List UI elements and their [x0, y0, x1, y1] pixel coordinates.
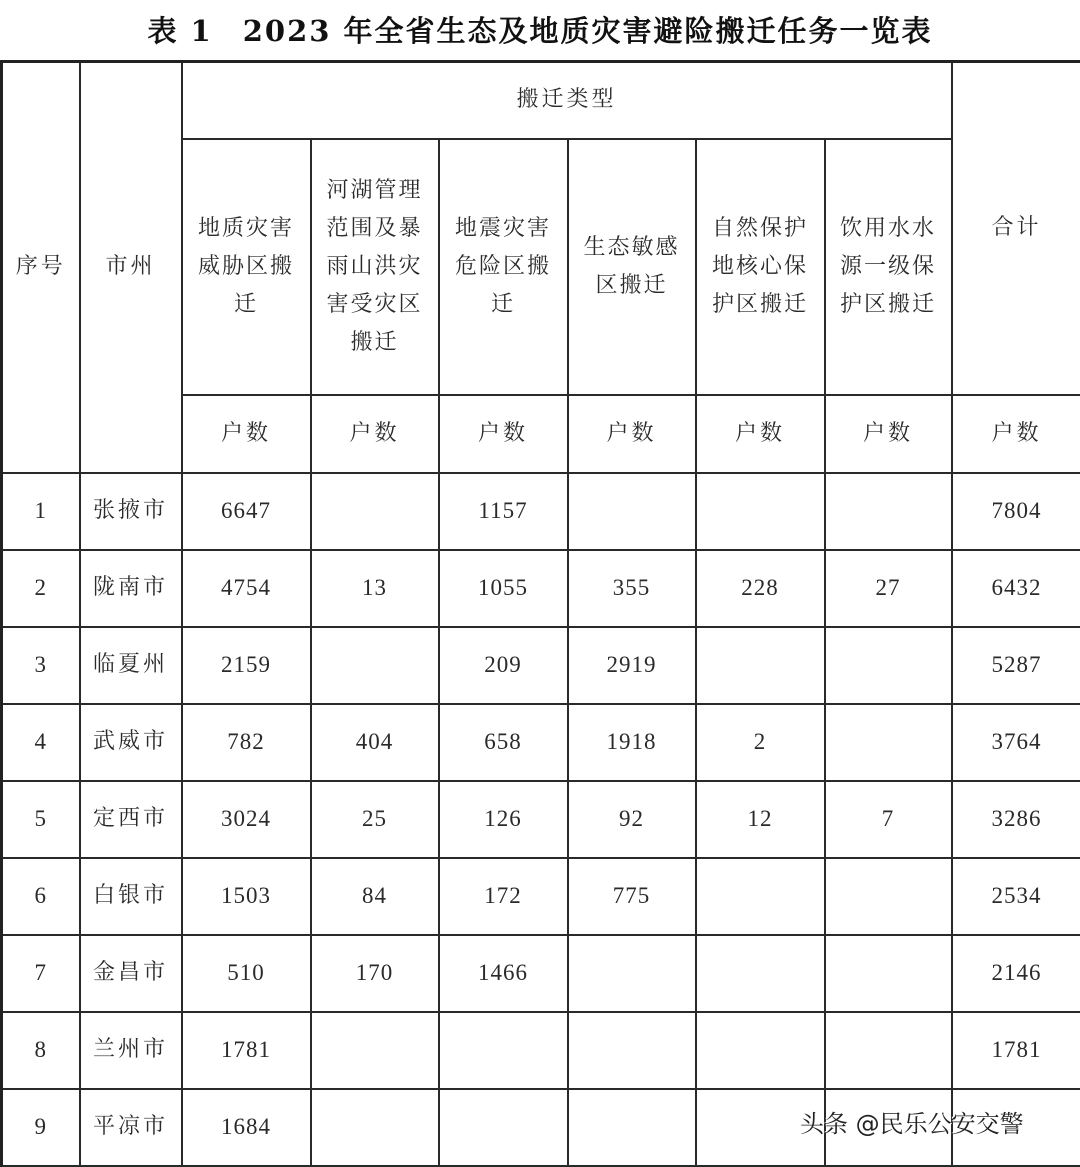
cell-value: 1503 — [182, 858, 311, 935]
cell-city: 临夏州 — [80, 627, 182, 704]
cell-value — [568, 473, 696, 550]
table-row — [2, 704, 1080, 781]
cell-city: 张掖市 — [80, 473, 182, 550]
cell-city: 武威市 — [80, 704, 182, 781]
cell-value: 3024 — [182, 781, 311, 858]
cell-value: 658 — [439, 704, 568, 781]
cell-total: 3286 — [952, 781, 1080, 858]
cell-value — [311, 1089, 439, 1166]
cell-value: 1684 — [182, 1089, 311, 1166]
cell-value: 355 — [568, 550, 696, 627]
cell-total: 1781 — [952, 1012, 1080, 1089]
cell-seq: 5 — [2, 781, 80, 858]
cell-total: 2146 — [952, 935, 1080, 1012]
header-unit: 户数 — [825, 395, 952, 473]
cell-value — [825, 473, 952, 550]
header-unit: 户数 — [311, 395, 439, 473]
cell-value: 92 — [568, 781, 696, 858]
cell-seq: 6 — [2, 858, 80, 935]
table-title-text: 2023 年全省生态及地质灾害避险搬迁任务一览表 — [243, 9, 933, 50]
cell-value — [825, 627, 952, 704]
table-row — [2, 473, 1080, 550]
cell-value — [696, 858, 825, 935]
cell-value: 27 — [825, 550, 952, 627]
cell-value: 404 — [311, 704, 439, 781]
header-type-earthquake: 地震灾害危险区搬迁 — [439, 139, 568, 395]
cell-value — [439, 1012, 568, 1089]
cell-value — [825, 704, 952, 781]
header-relocation-type-group: 搬迁类型 — [182, 62, 952, 139]
cell-value: 12 — [696, 781, 825, 858]
cell-value: 2919 — [568, 627, 696, 704]
header-total: 合计 — [952, 62, 1080, 395]
cell-value — [568, 935, 696, 1012]
cell-value: 25 — [311, 781, 439, 858]
cell-value — [825, 858, 952, 935]
table-number: 表 1 — [147, 9, 212, 50]
cell-value: 1055 — [439, 550, 568, 627]
table-row — [2, 781, 1080, 858]
header-unit: 户数 — [182, 395, 311, 473]
header-unit: 户数 — [568, 395, 696, 473]
table-row — [2, 627, 1080, 704]
cell-value — [439, 1089, 568, 1166]
cell-seq: 2 — [2, 550, 80, 627]
cell-seq: 9 — [2, 1089, 80, 1166]
header-type-eco-sensitive: 生态敏感区搬迁 — [568, 139, 696, 395]
cell-total: 5287 — [952, 627, 1080, 704]
cell-value: 126 — [439, 781, 568, 858]
cell-value — [696, 1012, 825, 1089]
cell-value: 6647 — [182, 473, 311, 550]
cell-seq: 8 — [2, 1012, 80, 1089]
cell-value — [825, 935, 952, 1012]
cell-value — [568, 1012, 696, 1089]
cell-value: 510 — [182, 935, 311, 1012]
cell-value — [311, 473, 439, 550]
table-row — [2, 935, 1080, 1012]
cell-value: 172 — [439, 858, 568, 935]
cell-value: 775 — [568, 858, 696, 935]
cell-value — [311, 627, 439, 704]
header-unit: 户数 — [952, 395, 1080, 473]
header-seq: 序号 — [2, 62, 80, 473]
cell-value: 1157 — [439, 473, 568, 550]
cell-city: 定西市 — [80, 781, 182, 858]
cell-city: 陇南市 — [80, 550, 182, 627]
cell-value: 84 — [311, 858, 439, 935]
cell-city: 平凉市 — [80, 1089, 182, 1166]
cell-value: 1781 — [182, 1012, 311, 1089]
cell-total: 7804 — [952, 473, 1080, 550]
cell-value — [696, 473, 825, 550]
cell-value: 4754 — [182, 550, 311, 627]
cell-value: 228 — [696, 550, 825, 627]
cell-value: 13 — [311, 550, 439, 627]
cell-value — [825, 1012, 952, 1089]
cell-seq: 3 — [2, 627, 80, 704]
header-type-river-flood: 河湖管理范围及暴雨山洪灾害受灾区搬迁 — [311, 139, 439, 395]
cell-value: 1466 — [439, 935, 568, 1012]
cell-value: 170 — [311, 935, 439, 1012]
table-row — [2, 1012, 1080, 1089]
table-title — [0, 0, 1080, 58]
cell-city: 白银市 — [80, 858, 182, 935]
header-unit: 户数 — [439, 395, 568, 473]
cell-seq: 1 — [2, 473, 80, 550]
header-type-nature-reserve: 自然保护地核心保护区搬迁 — [696, 139, 825, 395]
header-type-water-source: 饮用水水源一级保护区搬迁 — [825, 139, 952, 395]
cell-seq: 7 — [2, 935, 80, 1012]
cell-total: 6432 — [952, 550, 1080, 627]
cell-value: 2159 — [182, 627, 311, 704]
table-row — [2, 550, 1080, 627]
cell-value: 782 — [182, 704, 311, 781]
cell-value: 2 — [696, 704, 825, 781]
relocation-task-table — [0, 60, 1080, 1167]
cell-value — [311, 1012, 439, 1089]
cell-value: 1918 — [568, 704, 696, 781]
cell-city: 金昌市 — [80, 935, 182, 1012]
source-watermark: 头条 @民乐公安交警 — [800, 1104, 1024, 1139]
cell-total: 2534 — [952, 858, 1080, 935]
cell-value: 209 — [439, 627, 568, 704]
header-unit: 户数 — [696, 395, 825, 473]
cell-value — [568, 1089, 696, 1166]
cell-value: 7 — [825, 781, 952, 858]
cell-total: 3764 — [952, 704, 1080, 781]
cell-city: 兰州市 — [80, 1012, 182, 1089]
cell-value — [696, 627, 825, 704]
header-city: 市州 — [80, 62, 182, 473]
cell-seq: 4 — [2, 704, 80, 781]
header-type-geohazard: 地质灾害威胁区搬迁 — [182, 139, 311, 395]
cell-value — [696, 935, 825, 1012]
table-row — [2, 858, 1080, 935]
